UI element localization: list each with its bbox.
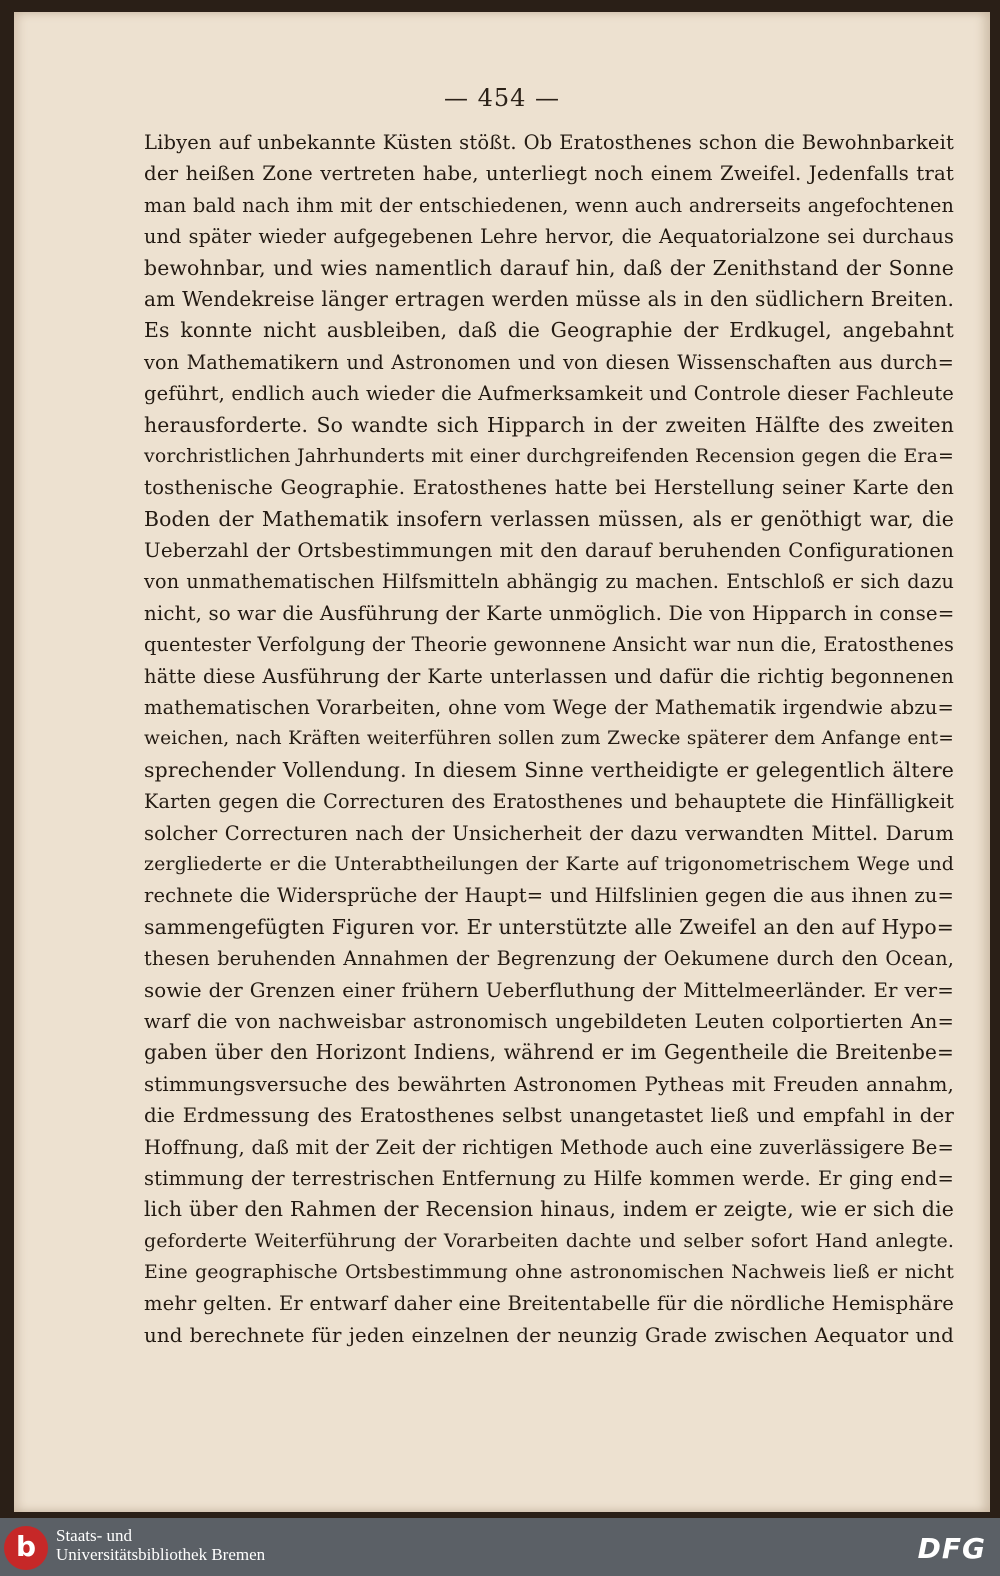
text-line: lich über den Rahmen der Recension hinaus, indem er zeigte, wie er sich die: [144, 1197, 954, 1222]
text-line: vorchristlichen Jahrhunderts mit einer durchgreifenden Recension gegen die Era=: [144, 444, 954, 467]
dfg-logo[interactable]: DFG: [917, 1532, 986, 1565]
text-line: solcher Correcturen nach der Unsicherheit der dazu verwandten Mittel. Darum: [144, 821, 954, 845]
text-line: stimmung der terrestrischen Entfernung zu Hilfe kommen werde. Er ging end=: [144, 1166, 954, 1190]
library-name[interactable]: [56, 1526, 265, 1564]
body-text: [144, 127, 954, 1351]
text-line: nicht, so war die Ausführung der Karte unmöglich. Die von Hipparch in conse=: [144, 601, 955, 625]
text-line: hätte diese Ausführung der Karte unterlassen und dafür die richtig begonnenen: [144, 664, 954, 688]
text-line: man bald nach ihm mit der entschiedenen, wenn auch andrerseits angefochtenen: [144, 193, 954, 217]
text-line: geführt, endlich auch wieder die Aufmerksamkeit und Controle dieser Fachleute: [144, 382, 954, 406]
text-line: warf die von nachweisbar astronomisch ungebildeten Leuten colportierten An=: [144, 1009, 954, 1033]
text-line: stimmungsversuche des bewährten Astronomen Pytheas mit Freuden annahm,: [144, 1072, 954, 1096]
text-line: sprechender Vollendung. In diesem Sinne vertheidigte er gelegentlich ältere: [144, 757, 954, 782]
library-name-line1: Staats- und: [56, 1526, 133, 1545]
text-line: und berechnete für jeden einzelnen der neunzig Grade zwischen Aequator und: [144, 1323, 954, 1347]
scanned-page: [14, 12, 990, 1512]
text-line: am Wendekreise länger ertragen werden müsse als in den südlichern Breiten.: [144, 286, 954, 311]
text-line: die Erdmessung des Eratosthenes selbst unangetastet ließ und empfahl in der: [144, 1104, 954, 1128]
text-line: mehr gelten. Er entwarf daher eine Breitentabelle für die nördliche Hemisphäre: [144, 1292, 954, 1316]
library-name-line2: Universitätsbibliothek Bremen: [56, 1545, 266, 1564]
viewer-footer-bar: [0, 1518, 1000, 1576]
page-number: — 454 —: [443, 84, 561, 112]
text-line: Hoffnung, daß mit der Zeit der richtigen Methode auch eine zuverlässigere Be=: [144, 1135, 954, 1159]
text-line: sowie der Grenzen einer frühern Ueberfluthung der Mittelmeerländer. Er ver=: [144, 978, 954, 1002]
text-line: Boden der Mathematik insofern verlassen müssen, als er genöthigt war, die: [144, 506, 954, 531]
text-line: Karten gegen die Correcturen des Eratosthenes und behauptete die Hinfälligkeit: [144, 790, 954, 814]
text-line: thesen beruhenden Annahmen der Begrenzung der Oekumene durch den Ocean,: [144, 947, 954, 971]
text-line: tosthenische Geographie. Eratosthenes hatte bei Herstellung seiner Karte den: [144, 476, 954, 500]
text-line: und später wieder aufgegebenen Lehre hervor, die Aequatorialzone sei durchaus: [144, 225, 954, 249]
text-line: zergliederte er die Unterabtheilungen der Karte auf trigonometrischem Wege und: [144, 852, 954, 875]
text-line: rechnete die Widersprüche der Haupt= und Hilfslinien gegen die aus ihnen zu=: [144, 884, 954, 908]
text-line: gaben über den Horizont Indiens, während er im Gegentheile die Breitenbe=: [144, 1040, 954, 1065]
text-line: quentester Verfolgung der Theorie gewonnene Ansicht war nun die, Eratosthenes: [144, 633, 954, 657]
text-line: von Mathematikern und Astronomen und von diesen Wissenschaften aus durch=: [144, 350, 954, 374]
text-line: Es konnte nicht ausbleiben, daß die Geographie der Erdkugel, angebahnt: [144, 318, 954, 343]
text-line: Ueberzahl der Ortsbestimmungen mit den darauf beruhenden Configurationen: [144, 539, 954, 563]
text-line: sammengefügten Figuren vor. Er unterstützte alle Zweifel an den auf Hypo=: [144, 914, 954, 939]
text-line: der heißen Zone vertreten habe, unterliegt noch einem Zweifel. Jedenfalls trat: [144, 162, 954, 186]
text-line: Libyen auf unbekannte Küsten stößt. Ob Eratosthenes schon die Bewohnbarkeit: [144, 131, 954, 154]
text-line: von unmathematischen Hilfsmitteln abhängig zu machen. Entschloß er sich dazu: [144, 570, 954, 594]
text-line: herausforderte. So wandte sich Hipparch in der zweiten Hälfte des zweiten: [144, 412, 954, 437]
text-line: bewohnbar, und wies namentlich darauf hin, daß der Zenithstand der Sonne: [144, 255, 954, 280]
library-logo[interactable]: b: [4, 1526, 48, 1570]
text-line: mathematischen Vorarbeiten, ohne vom Wege der Mathematik irgendwie abzu=: [144, 696, 954, 720]
text-line: weichen, nach Kräften weiterführen sollen zum Zwecke späterer dem Anfange ent=: [144, 728, 954, 750]
text-line: Eine geographische Ortsbestimmung ohne astronomischen Nachweis ließ er nicht: [144, 1261, 954, 1284]
text-line: geforderte Weiterführung der Vorarbeiten dachte und selber sofort Hand anlegte.: [144, 1229, 954, 1252]
